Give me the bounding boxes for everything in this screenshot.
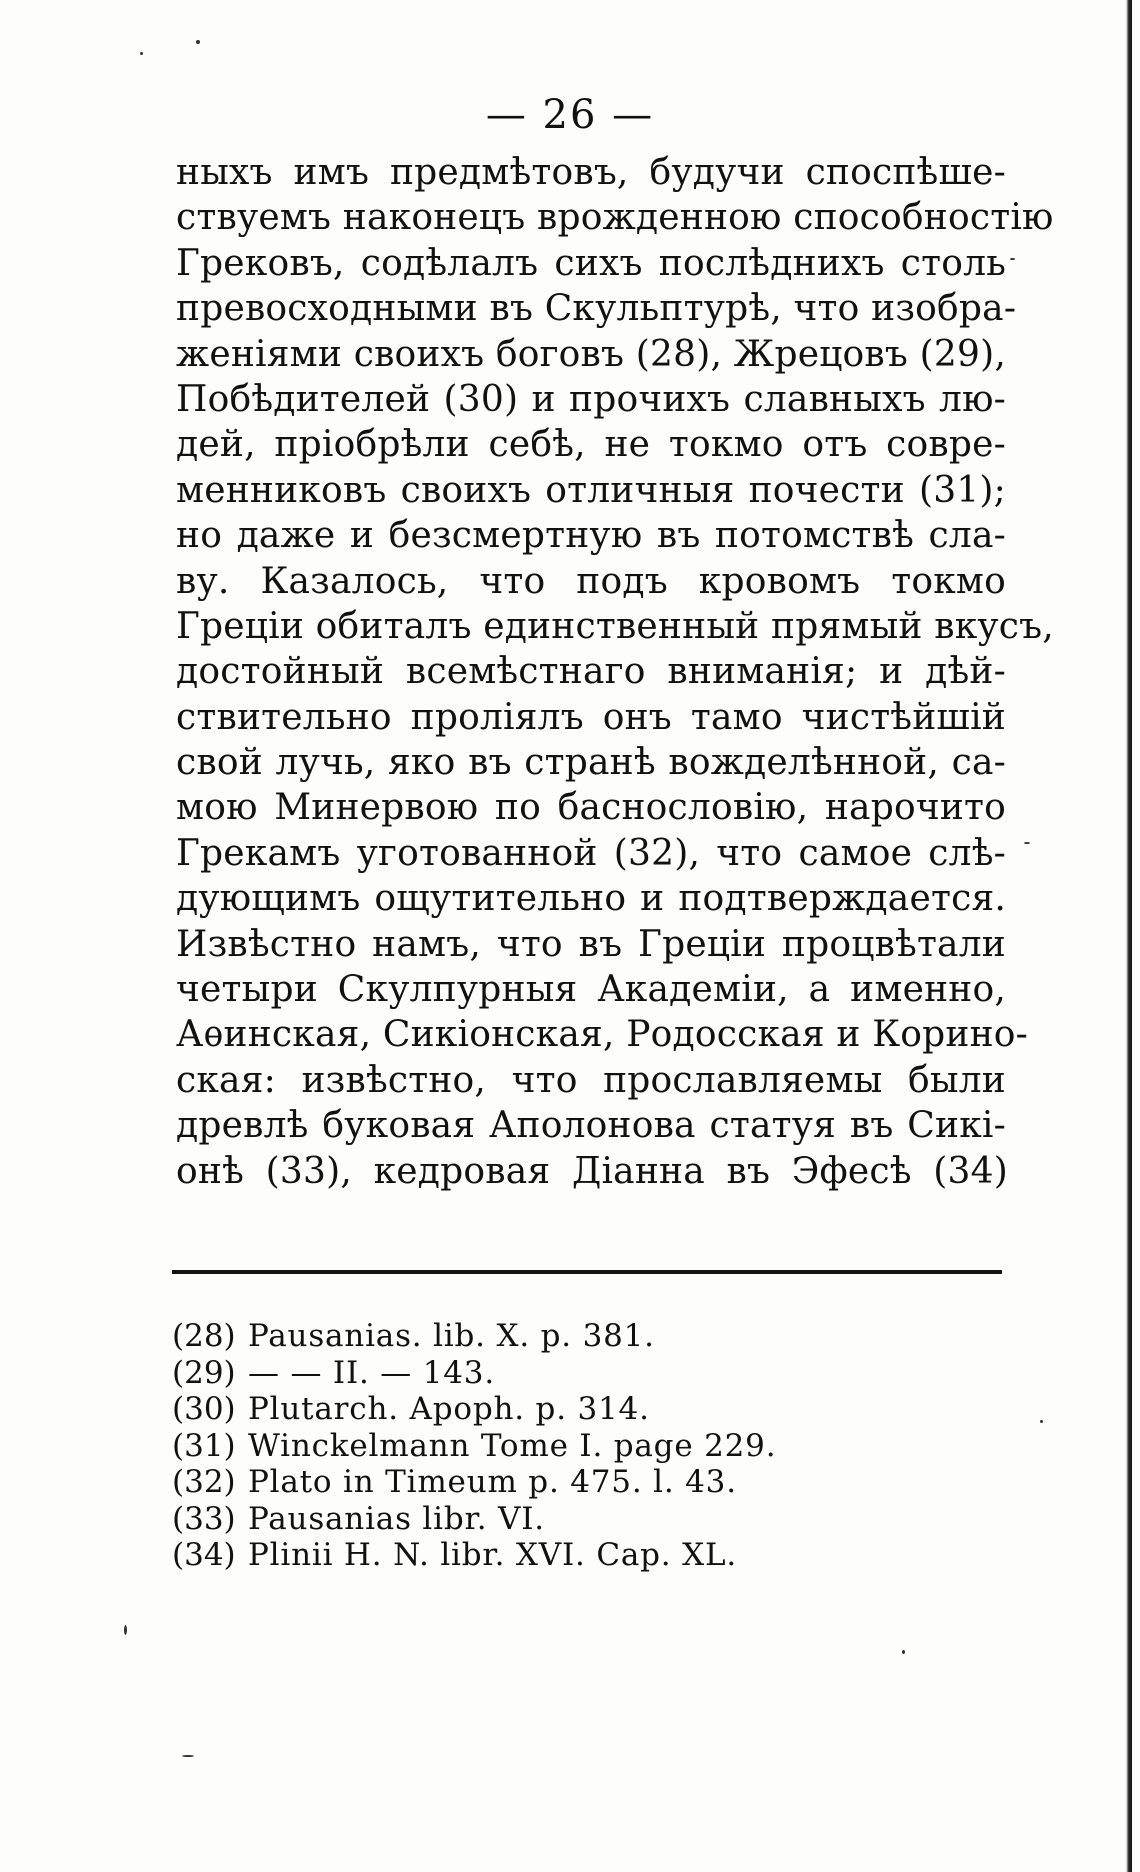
- text-line: ныхъ имъ предмѣтовъ, будучи споспѣше-: [176, 152, 1006, 193]
- text-line: но даже и безсмертную въ потомствѣ сла-: [176, 515, 1006, 557]
- footnote-item: [172, 1537, 872, 1574]
- footnote-citation: — — II. — 143.: [248, 1354, 495, 1391]
- text-line: дующимъ ощутительно и подтверждается.: [176, 878, 1006, 920]
- footnote-citation: Plato in Timeum p. 475. l. 43.: [248, 1464, 737, 1500]
- text-line: Аѳинская, Сикіонская, Родосская и Корино-: [176, 1014, 1029, 1056]
- text-line: древлѣ буковая Аполонова статуя въ Сикі-: [176, 1105, 1006, 1147]
- text-line: Побѣдителей (30) и прочихъ славныхъ лю-: [176, 378, 1006, 420]
- footnote-number: (34): [172, 1537, 236, 1573]
- footnote-citation: Pausanias. lib. X. p. 381.: [248, 1318, 655, 1354]
- text-line: Греціи обиталъ единственный прямый вкусъ,: [176, 605, 1054, 647]
- text-line: Грекамъ уготованной (32), что самое слѣ-: [176, 832, 1006, 874]
- text-line: ствуемъ наконецъ врожденною способностію: [176, 197, 1054, 239]
- scan-speck: [196, 40, 200, 44]
- page-edge-shadow: [1126, 0, 1132, 1872]
- text-line: менниковъ своихъ отличныя почести (31);: [176, 469, 1006, 511]
- footnote-number: (29): [172, 1354, 236, 1391]
- scan-speck: [1040, 1420, 1043, 1423]
- footnote-citation: Plutarch. Apoph. p. 314.: [248, 1391, 650, 1427]
- footnote-item: [172, 1391, 872, 1428]
- text-line: женіями своихъ боговъ (28), Жрецовъ (29),: [176, 333, 1006, 375]
- footnote-citation: Winckelmann Tome I. page 229.: [248, 1427, 777, 1464]
- scan-speck: [1024, 842, 1030, 844]
- footnote-number: (33): [172, 1500, 236, 1537]
- text-line: ствительно проліялъ онъ тамо чистѣйшій: [176, 696, 1006, 738]
- page-number: — 26 —: [485, 92, 655, 138]
- footnote-number: (28): [172, 1318, 236, 1354]
- footnote-item: [172, 1355, 872, 1392]
- footnote-divider-rule: [172, 1270, 1002, 1274]
- text-line: достойный всемѣстнаго вниманія; и дѣй-: [176, 651, 1006, 693]
- footnotes-list: [172, 1318, 872, 1574]
- text-line: свой лучь, яко въ странѣ вожделѣнной, са-: [176, 742, 1006, 784]
- scan-speck: [140, 52, 143, 55]
- text-line: Грековъ, содѣлалъ сихъ послѣднихъ столь: [176, 242, 1006, 284]
- scan-speck: [902, 1650, 905, 1654]
- footnote-number: (31): [172, 1427, 236, 1464]
- scan-speck: [182, 1755, 194, 1757]
- footnote-item: [172, 1501, 872, 1538]
- footnote-item: [172, 1464, 872, 1501]
- text-line: ская: извѣстно, что прославляемы были: [176, 1059, 1006, 1101]
- scan-speck: [1010, 258, 1015, 260]
- footnote-number: (32): [172, 1464, 236, 1500]
- text-line: превосходными въ Скульптурѣ, что изобра-: [176, 288, 1017, 330]
- footnote-item: [172, 1318, 872, 1355]
- text-line: ву. Казалось, что подъ кровомъ токмо: [176, 560, 1006, 602]
- text-line: дей, пріобрѣли себѣ, не токмо отъ совре-: [176, 424, 1006, 466]
- footnote-number: (30): [172, 1391, 236, 1427]
- scan-speck: [124, 1625, 127, 1635]
- text-line: Извѣстно намъ, что въ Греціи процвѣтали: [176, 923, 1006, 965]
- footnote-item: [172, 1428, 872, 1465]
- text-line: мою Минервою по баснословію, нарочито: [176, 787, 1006, 829]
- footnote-citation: Pausanias libr. VI.: [248, 1500, 545, 1537]
- text-line: четыри Скулпурныя Академіи, а именно,: [176, 969, 1006, 1011]
- footnote-citation: Plinii H. N. libr. XVI. Cap. XL.: [248, 1537, 737, 1573]
- body-text: [176, 150, 1054, 1194]
- text-line: онѣ (33), кедровая Діанна въ Эфесѣ (34): [176, 1150, 1008, 1192]
